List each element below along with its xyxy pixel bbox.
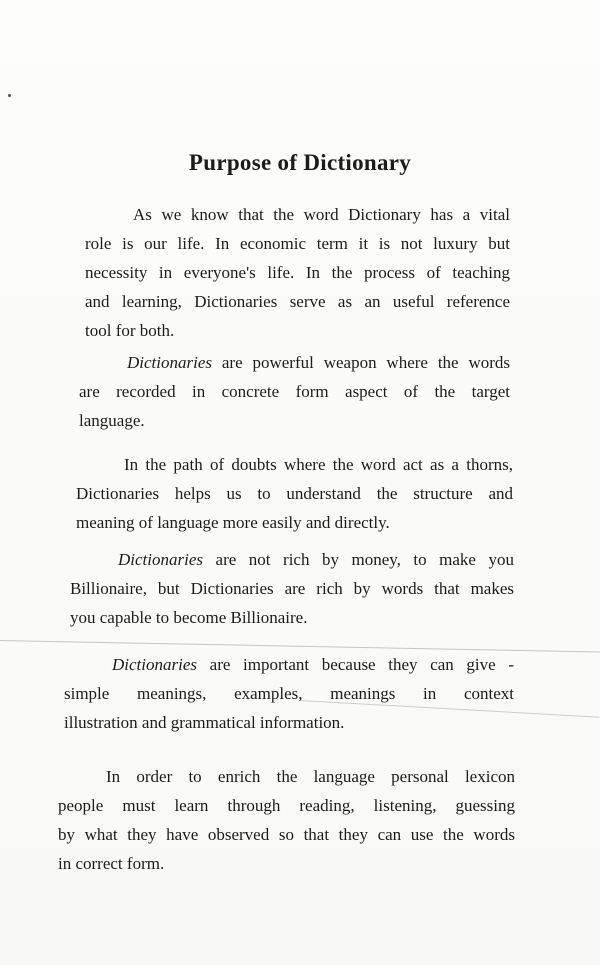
paragraph-line: and learning, Dictionaries serve as an useful reference	[85, 292, 510, 311]
paragraph-1	[85, 200, 510, 345]
paragraph-line: necessity in everyone's life. In the process of teaching	[85, 263, 510, 282]
paragraph-text: are powerful weapon where the words	[212, 353, 510, 372]
paragraph-line: people must learn through reading, listening, guessing	[58, 796, 515, 815]
paragraph-line: tool for both.	[85, 321, 175, 340]
page-title: Purpose of Dictionary	[188, 150, 412, 175]
italic-term: Dictionaries	[112, 655, 197, 674]
paragraph-line: simple meanings, examples, meanings in context	[64, 684, 514, 703]
paragraph-line: you capable to become Billionaire.	[70, 608, 308, 627]
paragraph-line: illustration and grammatical information.	[64, 713, 345, 732]
paragraph-6	[58, 762, 515, 878]
paragraph-line: in correct form.	[58, 854, 165, 873]
italic-term: Dictionaries	[118, 550, 203, 569]
paragraph-4	[70, 545, 514, 632]
paragraph-line: As we know that the word Dictionary has a vital	[133, 205, 510, 224]
paragraph-line	[70, 545, 514, 574]
paragraph-line: In order to enrich the language personal lexicon	[106, 767, 515, 786]
paragraph-3	[76, 450, 513, 537]
paragraph-5	[64, 650, 514, 737]
paragraph-text: are important because they can give -	[197, 655, 514, 674]
paragraph-line: by what they have observed so that they can use the words	[58, 825, 515, 844]
paragraph-line: In the path of doubts where the word act as a thorns,	[124, 455, 513, 474]
paragraph-line: meaning of language more easily and directly.	[76, 513, 390, 532]
paragraph-line: language.	[79, 411, 145, 430]
paragraph-line: Dictionaries helps us to understand the structure and	[76, 484, 513, 503]
paragraph-2	[79, 348, 510, 435]
paragraph-line	[79, 348, 510, 377]
paragraph-line: Billionaire, but Dictionaries are rich by words that makes	[70, 579, 514, 598]
paragraph-line: are recorded in concrete form aspect of the target	[79, 382, 510, 401]
paragraph-line: role is our life. In economic term it is not luxury but	[85, 234, 510, 253]
paragraph-text: are not rich by money, to make you	[203, 550, 514, 569]
italic-term: Dictionaries	[127, 353, 212, 372]
scan-speck	[8, 94, 11, 97]
paragraph-line	[64, 650, 514, 679]
